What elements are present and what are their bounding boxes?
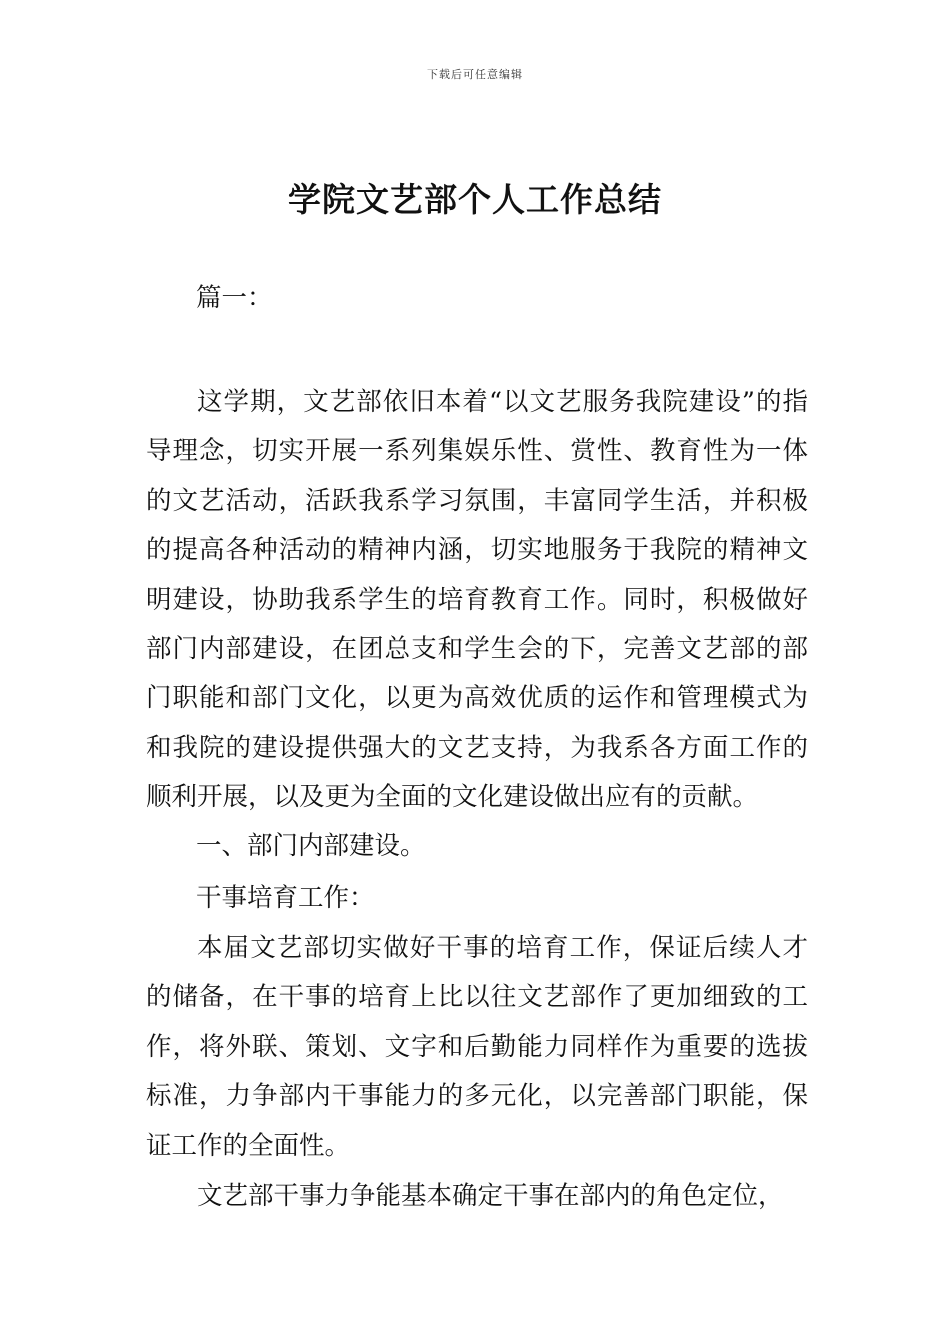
paragraph-training: 本届文艺部切实做好干事的培育工作，保证后续人才的储备，在干事的培育上比以往文艺部作了更加细致的工作，将外联、策划、文字和后勤能力同样作为重要的选拔标准，力争部内干事能力的多元化，以完善部门职能，保证工作的全面性。 <box>146 933 808 1161</box>
paragraph-role: 文艺部干事力争能基本确定干事在部内的角色定位， <box>197 1181 784 1211</box>
header-note: 下载后可任意编辑 <box>427 68 523 81</box>
section-label: 篇一： <box>196 283 273 313</box>
section-heading: 一、部门内部建设。 <box>196 831 426 861</box>
subsection-heading: 干事培育工作： <box>196 883 375 913</box>
paragraph-intro: 这学期，文艺部依旧本着“以文艺服务我院建设”的指导理念，切实开展一系列集娱乐性、赏性、教育性为一体的文艺活动，活跃我系学习氛围，丰富同学生活，并积极的提高各种活动的精神内涵，切实地服务于我院的精神文明建设，协助我系学生的培育教育工作。同时，积极做好部门内部建设，在团总支和学生会的下，完善文艺部的部门职能和部门文化，以更为高效优质的运作和管理模式为和我院的建设提供强大的文艺支持，为我系各方面工作的顺利开展，以及更为全面的文化建设做出应有的贡献。 <box>146 387 808 813</box>
document-title: 学院文艺部个人工作总结 <box>288 180 662 219</box>
